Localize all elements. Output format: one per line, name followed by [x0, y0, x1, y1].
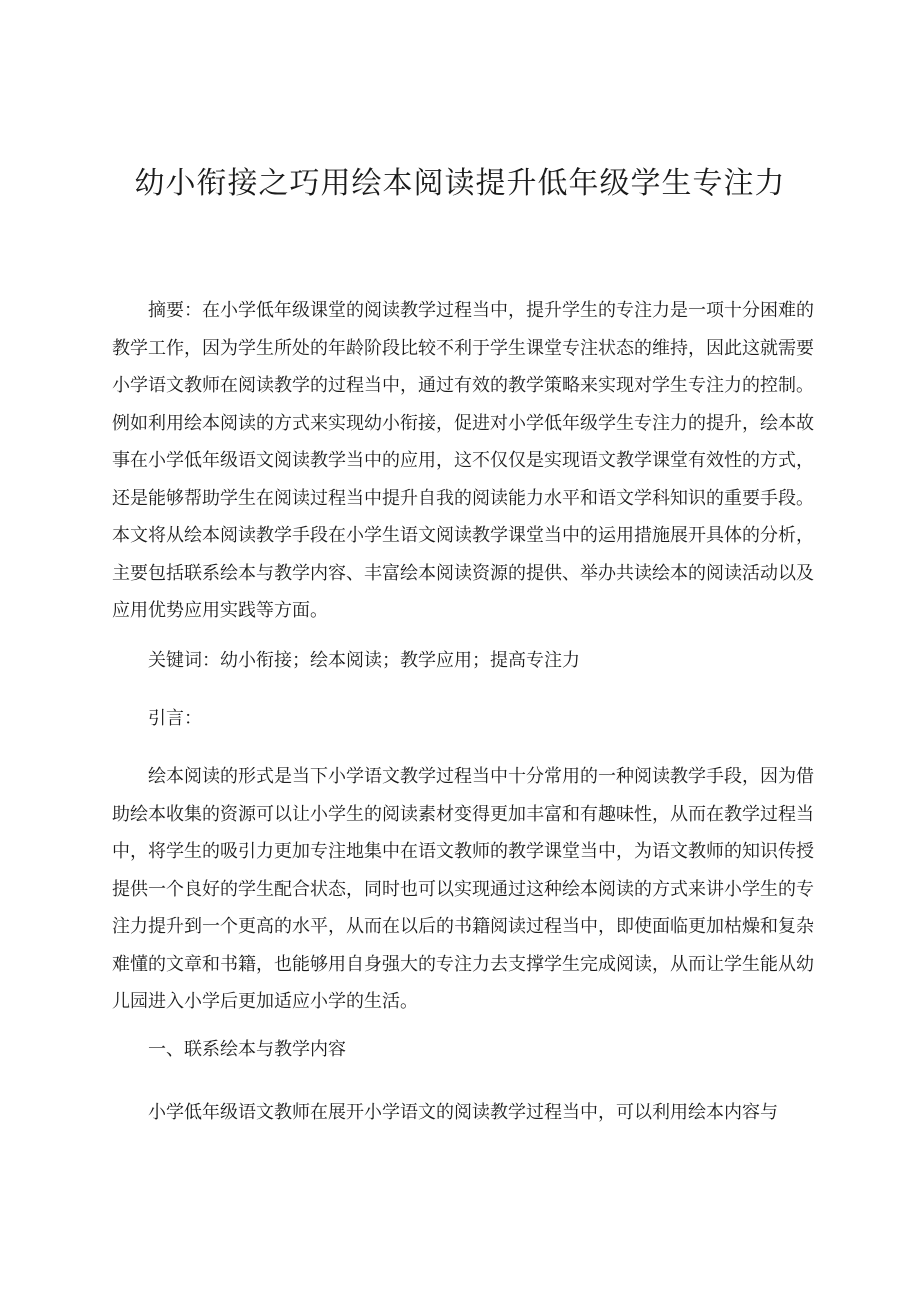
- document-title: 幼小衔接之巧用绘本阅读提升低年级学生专注力: [134, 166, 786, 201]
- intro-paragraph: 绘本阅读的形式是当下小学语文教学过程当中十分常用的一种阅读教学手段，因为借助绘本收集的资源可以让小学生的阅读素材变得更加丰富和有趣味性，从而在教学过程当中，将学生的吸引力更加专注地集中在语文教师的教学课堂当中，为语文教师的知识传授提供一个良好的学生配合状态，同时也可以实现通过这种绘本阅读的方式来讲小学生的专注力提升到一个更高的水平，从而在以后的书籍阅读过程当中，即使面临更加枯燥和复杂难懂的文章和书籍，也能够用自身强大的专注力去支撑学生完成阅读，从而让学生能从幼儿园进入小学后更加适应小学的生活。: [112, 766, 814, 1012]
- section-heading: 一、联系绘本与教学内容: [148, 1039, 346, 1060]
- keywords-line: 关键词：幼小衔接；绘本阅读；教学应用；提高专注力: [148, 650, 580, 671]
- abstract-paragraph: 摘要：在小学低年级课堂的阅读教学过程当中，提升学生的专注力是一项十分困难的教学工作，因为学生所处的年龄阶段比较不利于学生课堂专注状态的维持，因此这就需要小学语文教师在阅读教学的过程当中，通过有效的教学策略来实现对学生专注力的控制。例如利用绘本阅读的方式来实现幼小衔接，促进对小学低年级学生专注力的提升，绘本故事在小学低年级语文阅读教学当中的应用，这不仅仅是实现语文教学课堂有效性的方式，还是能够帮助学生在阅读过程当中提升自我的阅读能力水平和语文学科知识的重要手段。本文将从绘本阅读教学手段在小学生语文阅读教学课堂当中的运用措施展开具体的分析，主要包括联系绘本与教学内容、丰富绘本阅读资源的提供、举办共读绘本的阅读活动以及应用优势应用实践等方面。: [112, 300, 814, 621]
- section-paragraph: 小学低年级语文教师在展开小学语文的阅读教学过程当中，可以利用绘本内容与: [148, 1102, 778, 1123]
- intro-heading: 引言：: [148, 708, 202, 729]
